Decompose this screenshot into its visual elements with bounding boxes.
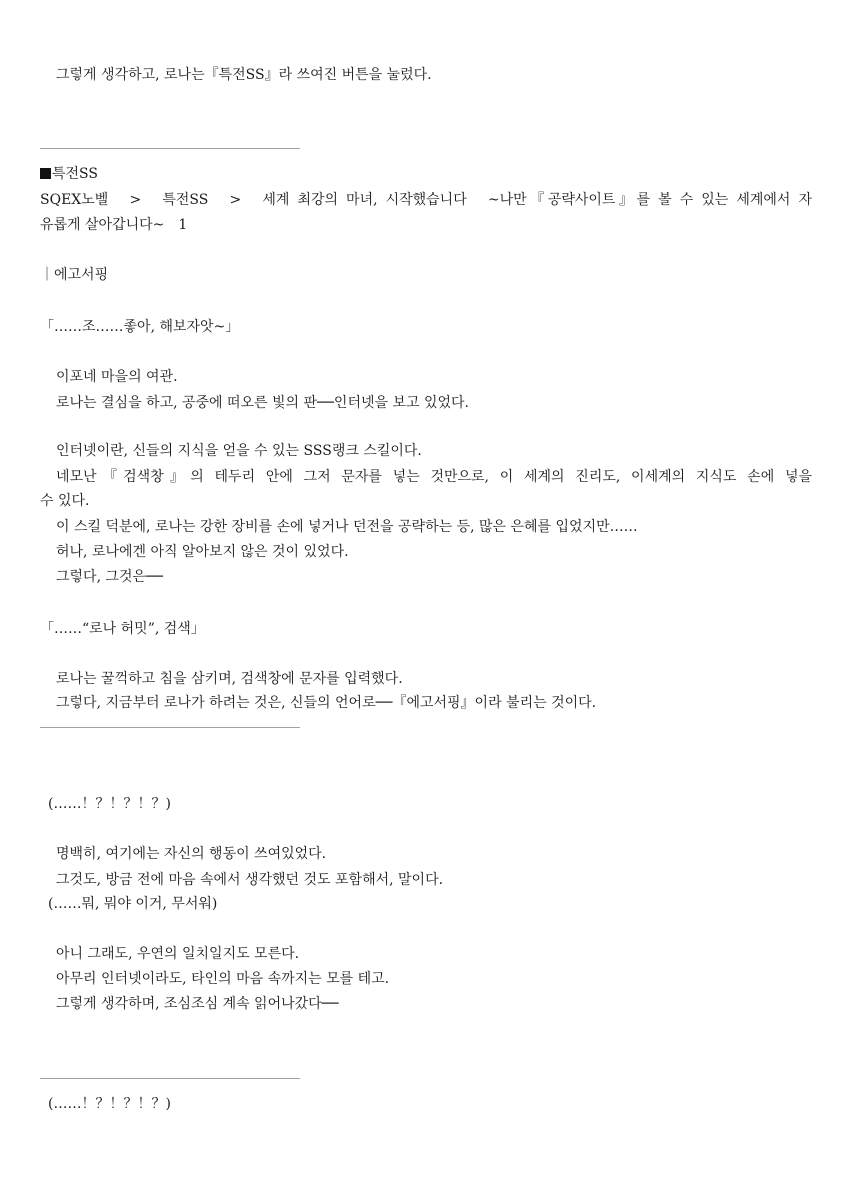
divider	[40, 148, 300, 149]
paragraph-line: 그렇게 생각하며, 조심조심 계속 읽어나갔다──	[56, 996, 339, 1012]
paragraph-line: 허나, 로나에겐 아직 알아보지 않은 것이 있었다.	[56, 544, 349, 560]
dialogue-line: 「……조……좋아, 해보자앗~」	[40, 319, 240, 335]
square-bullet-icon	[40, 168, 51, 179]
paragraph-line: 명백히, 여기에는 자신의 행동이 쓰여있었다.	[56, 846, 327, 862]
paragraph-line: 네모난『검색창』의 테두리 안에 그저 문자를 넣는 것만으로, 이 세계의 진리도, 이세계의 지식도 손에 넣을	[56, 469, 813, 485]
paragraph-line: 그렇다, 지금부터 로나가 하려는 것은, 신들의 언어로──『에고서핑』이라 불리는 것이다.	[56, 695, 597, 711]
thought-line: (……뭐, 뭐야 이거, 무서워)	[48, 896, 218, 912]
paragraph-line: 수 있다.	[40, 493, 90, 509]
intro-line: 그렇게 생각하고, 로나는『특전SS』라 쓰여진 버튼을 눌렀다.	[56, 67, 432, 83]
thought-line: (……！？！？！？)	[48, 1096, 171, 1112]
paragraph-line: 그렇다, 그것은──	[56, 569, 163, 585]
paragraph-line: 로나는 결심을 하고, 공중에 떠오른 빛의 판──인터넷을 보고 있었다.	[56, 395, 469, 411]
section-title: 특전SS	[40, 165, 98, 183]
breadcrumb: SQEX노벨 > 특전SS > 세계 최강의 마녀, 시작했습니다 ~나만『공략사이트』를 볼 수 있는 세계에서 자	[40, 192, 812, 208]
paragraph-line: 인터넷이란, 신들의 지식을 얻을 수 있는 SSS랭크 스킬이다.	[56, 443, 422, 459]
dialogue-line: 「……“로나 허밋”, 검색」	[40, 621, 205, 637]
subheading: ｜에고서핑	[40, 267, 109, 283]
paragraph-line: 이포네 마을의 여관.	[56, 369, 178, 385]
thought-line: (……！？！？！？)	[48, 796, 171, 812]
divider	[40, 1078, 300, 1079]
breadcrumb-continued: 유롭게 살아갑니다~ 1	[40, 217, 188, 233]
paragraph-line: 아니 그래도, 우연의 일치일지도 모른다.	[56, 946, 300, 962]
paragraph-line: 아무리 인터넷이라도, 타인의 마음 속까지는 모를 테고.	[56, 971, 390, 987]
divider	[40, 727, 300, 728]
paragraph-line: 그것도, 방금 전에 마음 속에서 생각했던 것도 포함해서, 말이다.	[56, 872, 444, 888]
paragraph-line: 로나는 꿀꺽하고 침을 삼키며, 검색창에 문자를 입력했다.	[56, 671, 403, 687]
paragraph-line: 이 스킬 덕분에, 로나는 강한 장비를 손에 넣거나 던전을 공략하는 등, 많은 은혜를 입었지만……	[56, 519, 638, 535]
